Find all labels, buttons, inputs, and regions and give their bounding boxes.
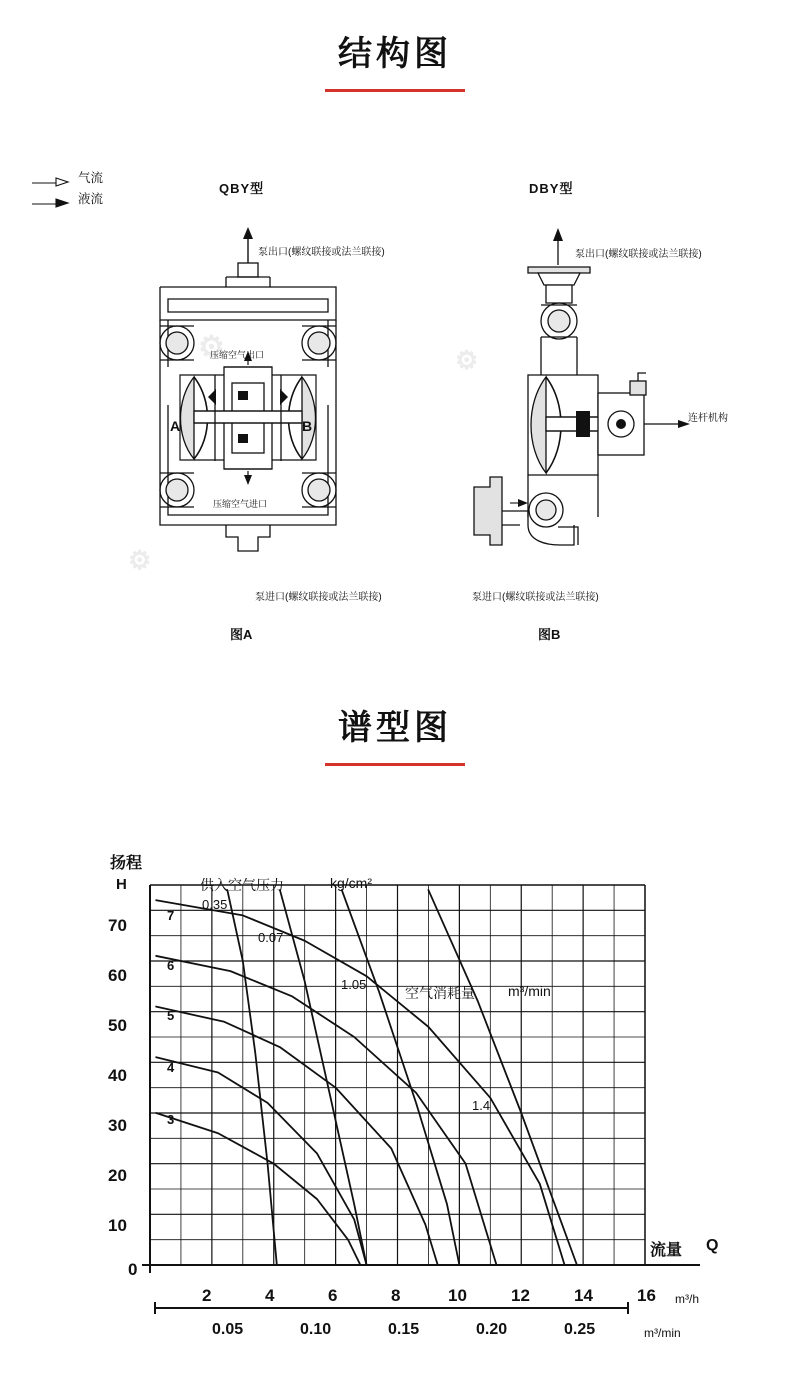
x-tick-8: 8	[391, 1286, 401, 1305]
chart-curve	[156, 1057, 366, 1265]
qby-outlet-callout: 泵出口(螺纹联接或法兰联接)	[258, 247, 385, 258]
chart-curve	[280, 890, 367, 1265]
dby-pump-cross-section-diagram	[450, 225, 710, 605]
curve-label-007: 0.07	[258, 930, 284, 945]
x-tick-16: 16	[637, 1286, 656, 1305]
legend-item-liquid	[30, 189, 103, 210]
y-tick-70: 70	[108, 916, 127, 935]
figure-b-label: 图B	[538, 627, 561, 642]
qby-chamber-a-label: A	[170, 418, 181, 434]
flow-legend	[30, 168, 103, 210]
x2-tick-015: 0.15	[388, 1321, 420, 1338]
y-tick-50: 50	[108, 1016, 127, 1035]
x-tick-12: 12	[511, 1286, 530, 1305]
curve-label-105: 1.05	[341, 977, 367, 992]
structure-section-header	[0, 26, 790, 92]
qby-chamber-b-label: B	[302, 418, 313, 434]
pressure-curve-label-4: 4	[167, 1060, 175, 1075]
qby-pump-cross-section-diagram	[120, 225, 380, 605]
y-tick-0: 0	[128, 1260, 138, 1279]
pressure-curve-label-5: 5	[167, 1008, 175, 1023]
curve-title-underline	[325, 763, 465, 766]
x-tick-2: 2	[202, 1286, 212, 1305]
structure-section-title: 结构图	[338, 35, 452, 73]
liquid-flow-arrow-icon	[30, 194, 70, 206]
qby-type-label: QBY型	[219, 181, 265, 196]
chart-curve	[227, 890, 277, 1265]
curve-label-035: 0.35	[202, 897, 228, 912]
x-unit-secondary: m³/min	[644, 1326, 681, 1340]
curve-label-14: 1.4	[472, 1098, 491, 1113]
x2-tick-005: 0.05	[212, 1321, 244, 1338]
chart-ylabel: 扬程	[110, 855, 143, 872]
legend-item-air	[30, 168, 103, 189]
watermark-logo-2: ⚙	[128, 545, 152, 575]
watermark-logo-3: ⚙	[455, 345, 479, 375]
legend-label-air: 气流	[78, 171, 104, 185]
y-tick-10: 10	[108, 1216, 127, 1235]
dby-outlet-callout: 泵出口(螺纹联接或法兰联接)	[575, 249, 702, 260]
pressure-curve-label-7: 7	[167, 908, 175, 923]
structure-title-underline	[325, 89, 465, 92]
chart-curve	[156, 900, 564, 1265]
air-consumption-annotation-unit: m³/min	[508, 983, 551, 999]
performance-chart	[0, 840, 790, 1360]
qby-inlet-callout: 泵进口(螺纹联接或法兰联接)	[255, 592, 382, 603]
air-pressure-annotation-title: 供入空气压力	[200, 877, 284, 893]
qby-air-inlet-callout: 压缩空气进口	[213, 499, 268, 509]
dby-inlet-callout: 泵进口(螺纹联接或法兰联接)	[472, 592, 599, 603]
air-consumption-annotation-title: 空气消耗量	[405, 985, 475, 1001]
x-tick-6: 6	[328, 1286, 338, 1305]
air-pressure-annotation-unit: kg/cm²	[330, 875, 372, 891]
x-tick-14: 14	[574, 1286, 593, 1305]
watermark-logo-1: ⚙	[198, 331, 225, 364]
qby-air-outlet-callout: 压缩空气出口	[210, 350, 265, 360]
x-unit-primary: m³/h	[675, 1292, 699, 1306]
pressure-curve-label-6: 6	[167, 958, 175, 973]
x-tick-10: 10	[448, 1286, 467, 1305]
dby-linkage-callout: 连杆机构	[688, 413, 728, 424]
chart-xlabel-symbol: Q	[706, 1237, 719, 1254]
chart-xlabel: 流量	[650, 1242, 683, 1259]
air-flow-arrow-icon	[30, 173, 70, 185]
curve-section-title: 谱型图	[338, 709, 452, 747]
x-tick-4: 4	[265, 1286, 275, 1305]
x2-tick-020: 0.20	[476, 1321, 508, 1338]
y-tick-40: 40	[108, 1066, 127, 1085]
curve-section-header	[0, 700, 790, 766]
x2-tick-025: 0.25	[564, 1321, 596, 1338]
pressure-curve-label-3: 3	[167, 1112, 175, 1127]
legend-label-liquid: 液流	[78, 192, 104, 206]
chart-ylabel-symbol: H	[116, 876, 127, 893]
figure-a-label: 图A	[230, 627, 253, 642]
chart-curve	[156, 1007, 438, 1265]
x2-tick-010: 0.10	[300, 1321, 332, 1338]
y-tick-30: 30	[108, 1116, 127, 1135]
chart-curve	[342, 890, 460, 1265]
chart-curve	[428, 890, 577, 1265]
y-tick-20: 20	[108, 1166, 127, 1185]
y-tick-60: 60	[108, 966, 127, 985]
dby-type-label: DBY型	[529, 181, 574, 196]
